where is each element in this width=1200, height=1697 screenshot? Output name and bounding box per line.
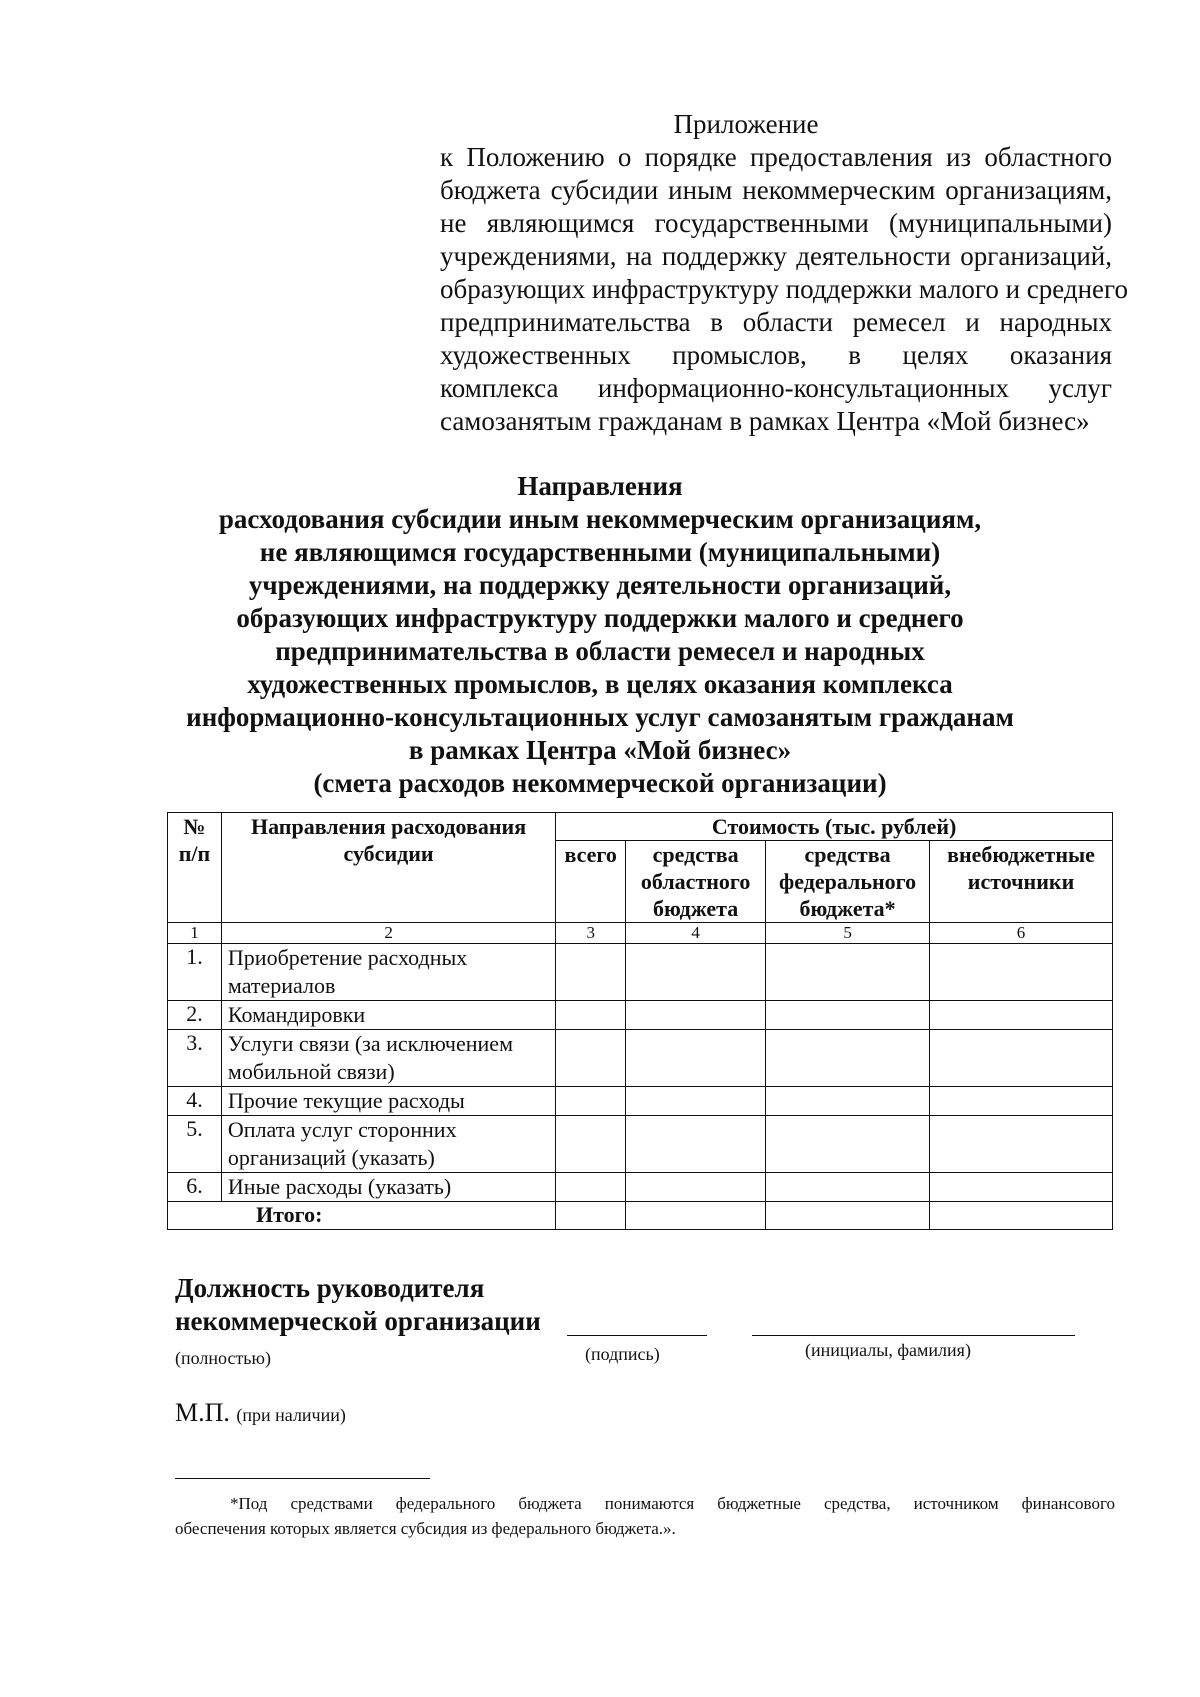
header-offbudget-line: внебюджетные	[947, 842, 1095, 867]
cell-total	[556, 1001, 626, 1030]
table-row	[168, 944, 1113, 1001]
cell-federal	[766, 1001, 930, 1030]
document-heading	[150, 470, 1050, 800]
row-name	[221, 1116, 555, 1173]
header-total: всего	[556, 841, 626, 923]
row-number: 6.	[168, 1173, 222, 1202]
row-name-line: Услуги связи (за исключением	[227, 1031, 513, 1056]
heading-line: Направления	[517, 471, 683, 501]
cell-regional	[626, 1087, 766, 1116]
cell-federal	[766, 1173, 930, 1202]
row-name-line: Оплата услуг сторонних	[227, 1117, 457, 1142]
budget-table	[167, 812, 1113, 1230]
table-row	[168, 1173, 1113, 1202]
appendix-line: не являющимся государственными (муниципальными)	[440, 208, 1112, 238]
footnote-line: *Под средствами федерального бюджета понимаются бюджетные средства, источником финансового	[230, 1494, 1115, 1513]
heading-line: в рамках Центра «Мой бизнес»	[408, 735, 792, 765]
header-offbudget	[930, 841, 1113, 923]
total-label: Итого:	[168, 1202, 556, 1230]
heading-line: (смета расходов некоммерческой организации)	[313, 768, 887, 798]
cell-federal	[766, 1116, 930, 1173]
cell-regional	[626, 1173, 766, 1202]
header-federal-line: бюджета*	[799, 896, 896, 921]
signature-block	[175, 1272, 1125, 1368]
heading-line: учреждениями, на поддержку деятельности организаций,	[248, 570, 952, 600]
heading-line: расходования субсидии иным некоммерческим организациям,	[218, 504, 982, 534]
row-name	[221, 1030, 555, 1087]
column-number: 5	[766, 923, 930, 944]
stamp-place	[175, 1398, 346, 1428]
row-name-line: Командировки	[227, 1002, 366, 1027]
row-name-line: Приобретение расходных	[227, 945, 468, 970]
cell-offbudget	[930, 1087, 1113, 1116]
heading-line: предпринимательства в области ремесел и народных	[275, 636, 925, 666]
cell-total	[556, 1087, 626, 1116]
row-name	[221, 1173, 555, 1202]
row-number: 5.	[168, 1116, 222, 1173]
header-regional	[626, 841, 766, 923]
cell-federal	[766, 1087, 930, 1116]
header-federal-line: федерального	[779, 869, 917, 894]
header-regional-line: областного	[640, 869, 751, 894]
cell-regional	[626, 1030, 766, 1087]
caption-initials: (инициалы, фамилия)	[805, 1340, 971, 1360]
table-row	[168, 1116, 1113, 1173]
cell-federal	[766, 944, 930, 1001]
signature-title-line: некоммерческой организации	[175, 1306, 541, 1336]
table-row	[168, 1030, 1113, 1087]
cell-regional	[626, 1001, 766, 1030]
signature-title-line: Должность руководителя	[175, 1273, 485, 1303]
column-number: 6	[930, 923, 1113, 944]
header-regional-line: средства	[652, 842, 739, 867]
cell-total	[556, 1116, 626, 1173]
cell-offbudget	[930, 1202, 1113, 1230]
column-number-row	[168, 923, 1113, 944]
cell-regional	[626, 1202, 766, 1230]
cell-total	[556, 1173, 626, 1202]
row-name-line: Иные расходы (указать)	[227, 1174, 452, 1199]
appendix-title: Приложение	[673, 109, 819, 139]
row-name	[221, 1001, 555, 1030]
cell-regional	[626, 1116, 766, 1173]
signature-underline	[567, 1335, 707, 1336]
heading-line: информационно-консультационных услуг самозанятым гражданам	[186, 702, 1014, 732]
cell-federal	[766, 1202, 930, 1230]
cell-offbudget	[930, 944, 1113, 1001]
header-num-line: п/п	[178, 841, 211, 866]
appendix-line: комплекса информационно-консультационных услуг	[440, 373, 1112, 403]
row-name	[221, 944, 555, 1001]
header-cost: Стоимость (тыс. рублей)	[556, 813, 1113, 841]
row-name-line: организаций (указать)	[227, 1145, 435, 1170]
header-regional-line: бюджета	[653, 896, 739, 921]
cell-total	[556, 1030, 626, 1087]
header-direction	[221, 813, 555, 923]
appendix-line: учреждениями, на поддержку деятельности организаций,	[440, 241, 1112, 271]
table-row	[168, 1001, 1113, 1030]
header-federal	[766, 841, 930, 923]
stamp-label: М.П.	[175, 1398, 230, 1427]
appendix-line: предпринимательства в области ремесел и народных	[440, 307, 1112, 337]
cell-federal	[766, 1030, 930, 1087]
row-number: 1.	[168, 944, 222, 1001]
row-name-line: Прочие текущие расходы	[227, 1088, 465, 1113]
header-direction-line: субсидии	[343, 841, 434, 866]
header-num-line: №	[183, 814, 206, 839]
footnote-divider	[175, 1478, 430, 1479]
appendix-line: художественных промыслов, в целях оказания	[440, 340, 1112, 370]
heading-line: образующих инфраструктуру поддержки малого и среднего	[236, 603, 964, 633]
cell-total	[556, 944, 626, 1001]
heading-line: не являющимся государственными (муниципальными)	[259, 537, 941, 567]
row-name-line: материалов	[227, 973, 336, 998]
column-number: 1	[168, 923, 222, 944]
header-num	[168, 813, 222, 923]
header-offbudget-line: источники	[967, 869, 1075, 894]
table-row	[168, 1087, 1113, 1116]
row-number: 4.	[168, 1087, 222, 1116]
column-number: 3	[556, 923, 626, 944]
cell-offbudget	[930, 1173, 1113, 1202]
appendix-line: бюджета субсидии иным некоммерческим организациям,	[440, 175, 1112, 205]
column-number: 2	[221, 923, 555, 944]
row-number: 3.	[168, 1030, 222, 1087]
caption-full-position: (полностью)	[175, 1348, 271, 1368]
row-name-line: мобильной связи)	[227, 1059, 395, 1084]
header-federal-line: средства	[804, 842, 891, 867]
name-underline	[752, 1335, 1075, 1336]
appendix-line: к Положению о порядке предоставления из областного	[440, 142, 1112, 172]
column-number: 4	[626, 923, 766, 944]
total-row	[168, 1202, 1113, 1230]
cell-offbudget	[930, 1001, 1113, 1030]
footnote	[175, 1491, 1115, 1541]
cell-offbudget	[930, 1116, 1113, 1173]
footnote-line: обеспечения которых является субсидия из федерального бюджета.».	[175, 1519, 676, 1538]
cell-regional	[626, 944, 766, 1001]
appendix-line: образующих инфраструктуру поддержки малого и среднего	[440, 274, 1128, 304]
appendix-line: самозанятым гражданам в рамках Центра «Мой бизнес»	[440, 406, 1090, 436]
appendix-block	[440, 108, 1128, 438]
row-name	[221, 1087, 555, 1116]
stamp-note: (при наличии)	[236, 1405, 346, 1425]
cell-total	[556, 1202, 626, 1230]
row-number: 2.	[168, 1001, 222, 1030]
heading-line: художественных промыслов, в целях оказания комплекса	[247, 669, 953, 699]
cell-offbudget	[930, 1030, 1113, 1087]
caption-signature: (подпись)	[585, 1344, 660, 1364]
header-direction-line: Направления расходования	[250, 814, 527, 839]
